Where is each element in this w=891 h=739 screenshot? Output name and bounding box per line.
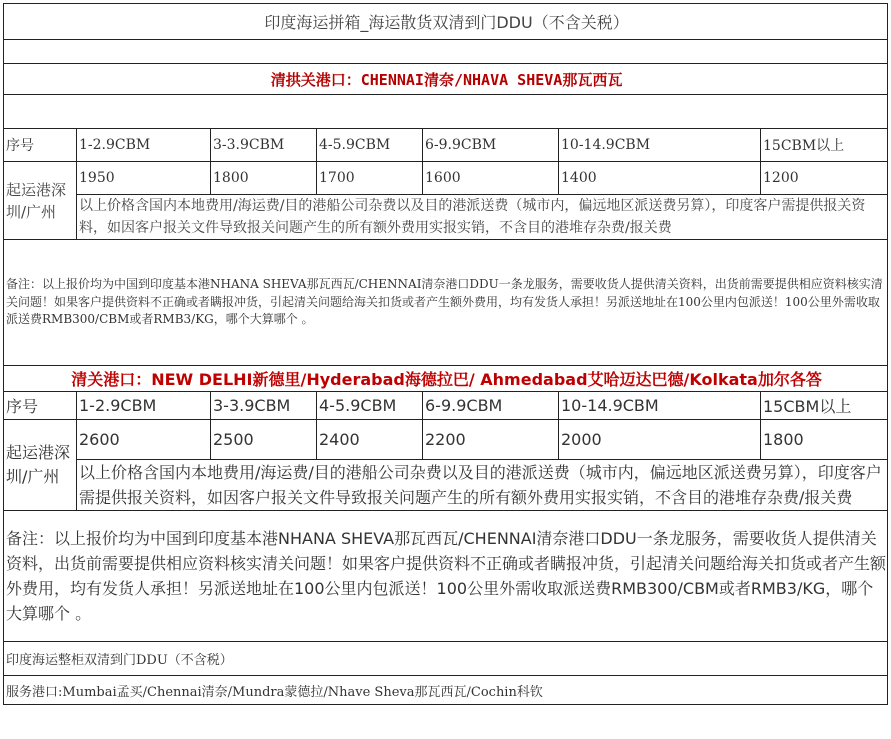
price-cell: 1800 [761, 420, 888, 460]
range-cell: 4-5.9CBM [317, 129, 423, 162]
spacer-row [4, 95, 888, 129]
origin-cell: 起运港深圳/广州 [4, 162, 77, 240]
section1-price-row [4, 162, 888, 195]
price-cell: 2600 [77, 420, 211, 460]
service-ports: 服务港口:Mumbai孟买/Chennai清奈/Mundra蒙德拉/Nhave Sheva那瓦西瓦/Cochin科钦 [4, 676, 888, 705]
range-cell: 1-2.9CBM [77, 392, 211, 420]
section1-port-header: 清拱关港口：CHENNAI清奈/NHAVA SHEVA那瓦西瓦 [4, 64, 888, 95]
range-cell: 3-3.9CBM [211, 129, 317, 162]
range-cell: 6-9.9CBM [423, 129, 559, 162]
section2-description-row [4, 460, 888, 511]
section2-price-row [4, 420, 888, 460]
price-cell: 1400 [559, 162, 761, 195]
price-cell: 2000 [559, 420, 761, 460]
rate-table [3, 3, 888, 705]
row-label: 序号 [4, 392, 77, 420]
section2-range-row [4, 392, 888, 420]
section2-port-header: 清关港口：NEW DELHI新德里/Hyderabad海德拉巴/ Ahmedabad艾哈迈达巴德/Kolkata加尔各答 [4, 366, 888, 392]
origin-cell: 起运港深圳/广州 [4, 420, 77, 511]
section1-note: 备注：以上报价均为中国到印度基本港NHANA SHEVA那瓦西瓦/CHENNAI清奈港口DDU一条龙服务，需要收货人提供清关资料，出货前需要提供相应资料核实清关问题！如果客户提供资料不正确或者瞒报冲货，引起清关问题给海关扣货或者产生额外费用，均有发货人承担！另派送地址在100公里内包派送！100公里外需收取派送费RMB300/CBM或者RMB3/KG，哪个大算哪个 。 [4, 240, 888, 366]
price-cell: 1950 [77, 162, 211, 195]
price-cell: 2500 [211, 420, 317, 460]
row-label: 序号 [4, 129, 77, 162]
range-cell: 15CBM以上 [761, 392, 888, 420]
range-cell: 3-3.9CBM [211, 392, 317, 420]
fcl-title: 印度海运整柜双清到门DDU（不含税） [4, 642, 888, 676]
spacer-row [4, 40, 888, 64]
price-description: 以上价格含国内本地费用/海运费/目的港船公司杂费以及目的港派送费（城市内，偏远地区派送费另算），印度客户需提供报关资料，如因客户报关文件导致报关问题产生的所有额外费用实报实销，不含目的港堆存杂费/报关费 [77, 460, 888, 511]
sheet-title: 印度海运拼箱_海运散货双清到门DDU（不含关税） [4, 4, 888, 40]
price-cell: 2200 [423, 420, 559, 460]
range-cell: 4-5.9CBM [317, 392, 423, 420]
price-cell: 2400 [317, 420, 423, 460]
price-cell: 1800 [211, 162, 317, 195]
range-cell: 1-2.9CBM [77, 129, 211, 162]
price-description: 以上价格含国内本地费用/海运费/目的港船公司杂费以及目的港派送费（城市内，偏远地区派送费另算），印度客户需提供报关资料，如因客户报关文件导致报关问题产生的所有额外费用实报实销，不含目的港堆存杂费/报关费 [77, 195, 888, 240]
range-cell: 10-14.9CBM [559, 129, 761, 162]
price-cell: 1700 [317, 162, 423, 195]
price-cell: 1600 [423, 162, 559, 195]
section2-note: 备注：以上报价均为中国到印度基本港NHANA SHEVA那瓦西瓦/CHENNAI清奈港口DDU一条龙服务，需要收货人提供清关资料，出货前需要提供相应资料核实清关问题！如果客户提供资料不正确或者瞒报冲货，引起清关问题给海关扣货或者产生额外费用，均有发货人承担！另派送地址在100公里内包派送！100公里外需收取派送费RMB300/CBM或者RMB3/KG，哪个大算哪个 。 [4, 511, 888, 642]
range-cell: 10-14.9CBM [559, 392, 761, 420]
section1-range-row [4, 129, 888, 162]
section1-description-row [4, 195, 888, 240]
range-cell: 6-9.9CBM [423, 392, 559, 420]
range-cell: 15CBM以上 [761, 129, 888, 162]
price-cell: 1200 [761, 162, 888, 195]
